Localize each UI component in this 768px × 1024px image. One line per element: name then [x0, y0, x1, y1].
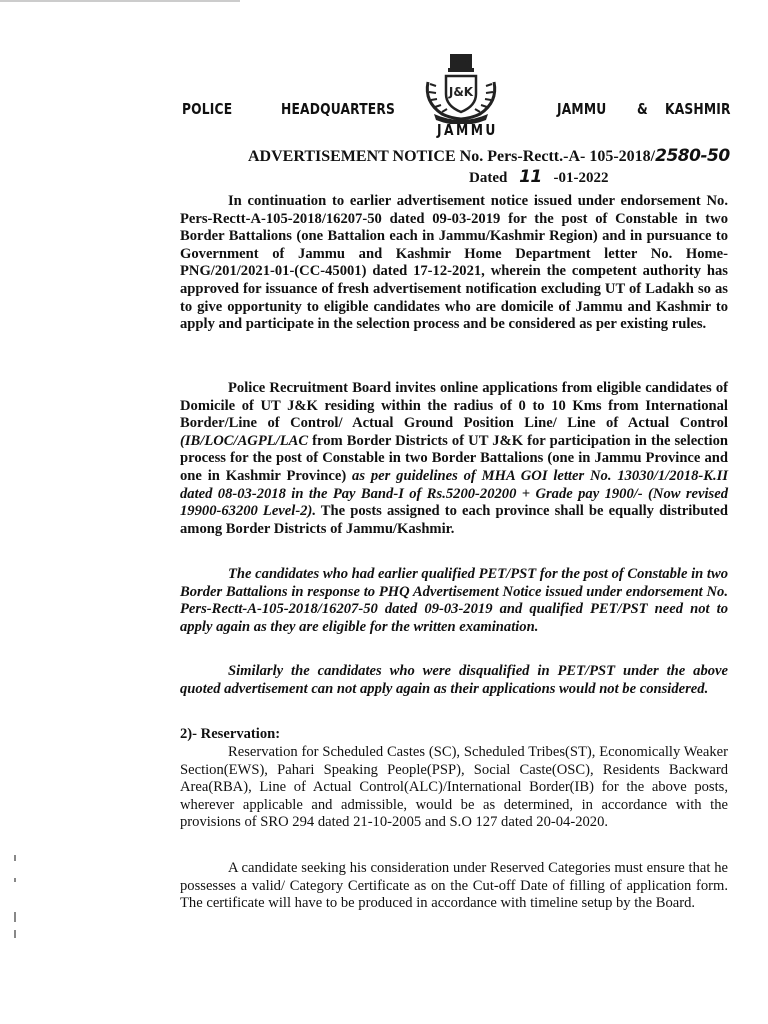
p2-part-d: as per guidelines of MHA GOI letter No. 13030/1/2018-K.II dated 08-03-2018 in the Pay Band-I of Rs.5200-20200 + Grade pay 1900/- (Now revised 19900-63200 Level-2). — [180, 467, 728, 520]
dated-rest: -01-2022 — [553, 170, 609, 186]
section-heading-reservation: 2)- Reservation: — [180, 726, 281, 742]
notice-date — [469, 167, 609, 187]
paragraph-invitation — [180, 380, 728, 538]
paragraph-continuation: In continuation to earlier advertisement notice issued under endorsement No. Pers-Rectt-A-105-2018/16207-50 dated 09-03-2019 for the post of Constable in two Border Battalions (one Battalion each in Jammu/Kashmir Region) and in pursuance to Government of Jammu and Kashmir Home Department letter No. Home-PNG/201/2021-01-(CC-45001) dated 17-12-2021, wherein the competent authority has approved for issuance of fresh advertisement notification excluding UT of Ladakh so as to give opportunity to eligible candidates who are domicile of Jammu and Kashmir to apply and participate in the selection process and be considered as per existing rules. — [180, 193, 728, 333]
handwritten-number: 2580-50 — [655, 146, 730, 166]
jk-police-emblem-icon — [420, 52, 502, 124]
p2-part-c: from Border Districts of UT J&K for participation in the selection process for the post of Constable in two Border Battalions (one in Jammu Province and one in Kashmir Province) — [180, 432, 728, 484]
p2-part-a: Police Recruitment Board invites online applications from eligible candidates of Domicile of UT J&K residing within the radius of 0 to 10 Kms from International Border/Line of Control/ Actual Ground Position Line/ Line of Actual Control — [180, 380, 728, 432]
paragraph-qualified-candidates: The candidates who had earlier qualified PET/PST for the post of Constable in two Border Battalions in response to PHQ Advertisement Notice issued under endorsement No. Pers-Rectt-A-105-2018/16207-50 dated 09-03-2019 and qualified PET/PST need not to apply again as they are eligible for the written examination. — [180, 566, 728, 635]
p2-part-e: The posts assigned to each province shall be equally distributed among Border Districts of Jammu/Kashmir. — [180, 503, 728, 537]
paragraph-disqualified-candidates: Similarly the candidates who were disqualified in PET/PST under the above quoted advertisement can not apply again as their applications would not be considered. — [180, 663, 728, 697]
dated-handwritten: 11 — [519, 167, 542, 187]
notice-number — [248, 146, 730, 166]
paragraph-reservation: Reservation for Scheduled Castes (SC), Scheduled Tribes(ST), Economically Weaker Section(EWS), Pahari Speaking People(PSP), Social Caste(OSC), Residents Backward Area(RBA), Line of Actual Control(ALC)/International Border(IB) for the above posts, wherever applicable and admissible, would be as determined, in accordance with the provisions of SRO 294 dated 21-10-2005 and S.O 127 dated 20-04-2020. — [180, 744, 728, 831]
svg-text:J&K: J&K — [448, 85, 474, 99]
paragraph-category-certificate: A candidate seeking his consideration under Reserved Categories must ensure that he possesses a valid/ Category Certificate as on the Cut-off Date of filling of application form. The certificate will have to be produced in accordance with timeline setup by the Board. — [180, 860, 728, 912]
header-kashmir: KASHMIR — [665, 100, 731, 118]
header-police: POLICE — [182, 100, 233, 118]
header-jammu: JAMMU — [557, 100, 607, 118]
p2-part-b: (IB/LOC/AGPL/LAC — [180, 432, 309, 449]
scan-edge — [0, 0, 240, 2]
header-ampersand: & — [637, 100, 648, 118]
notice-prefix: ADVERTISEMENT NOTICE No. Pers-Rectt.-A- 105-2018/ — [248, 148, 656, 165]
header-headquarters: HEADQUARTERS — [281, 100, 396, 118]
dated-label: Dated — [469, 170, 508, 186]
header-city: JAMMU — [437, 121, 498, 139]
